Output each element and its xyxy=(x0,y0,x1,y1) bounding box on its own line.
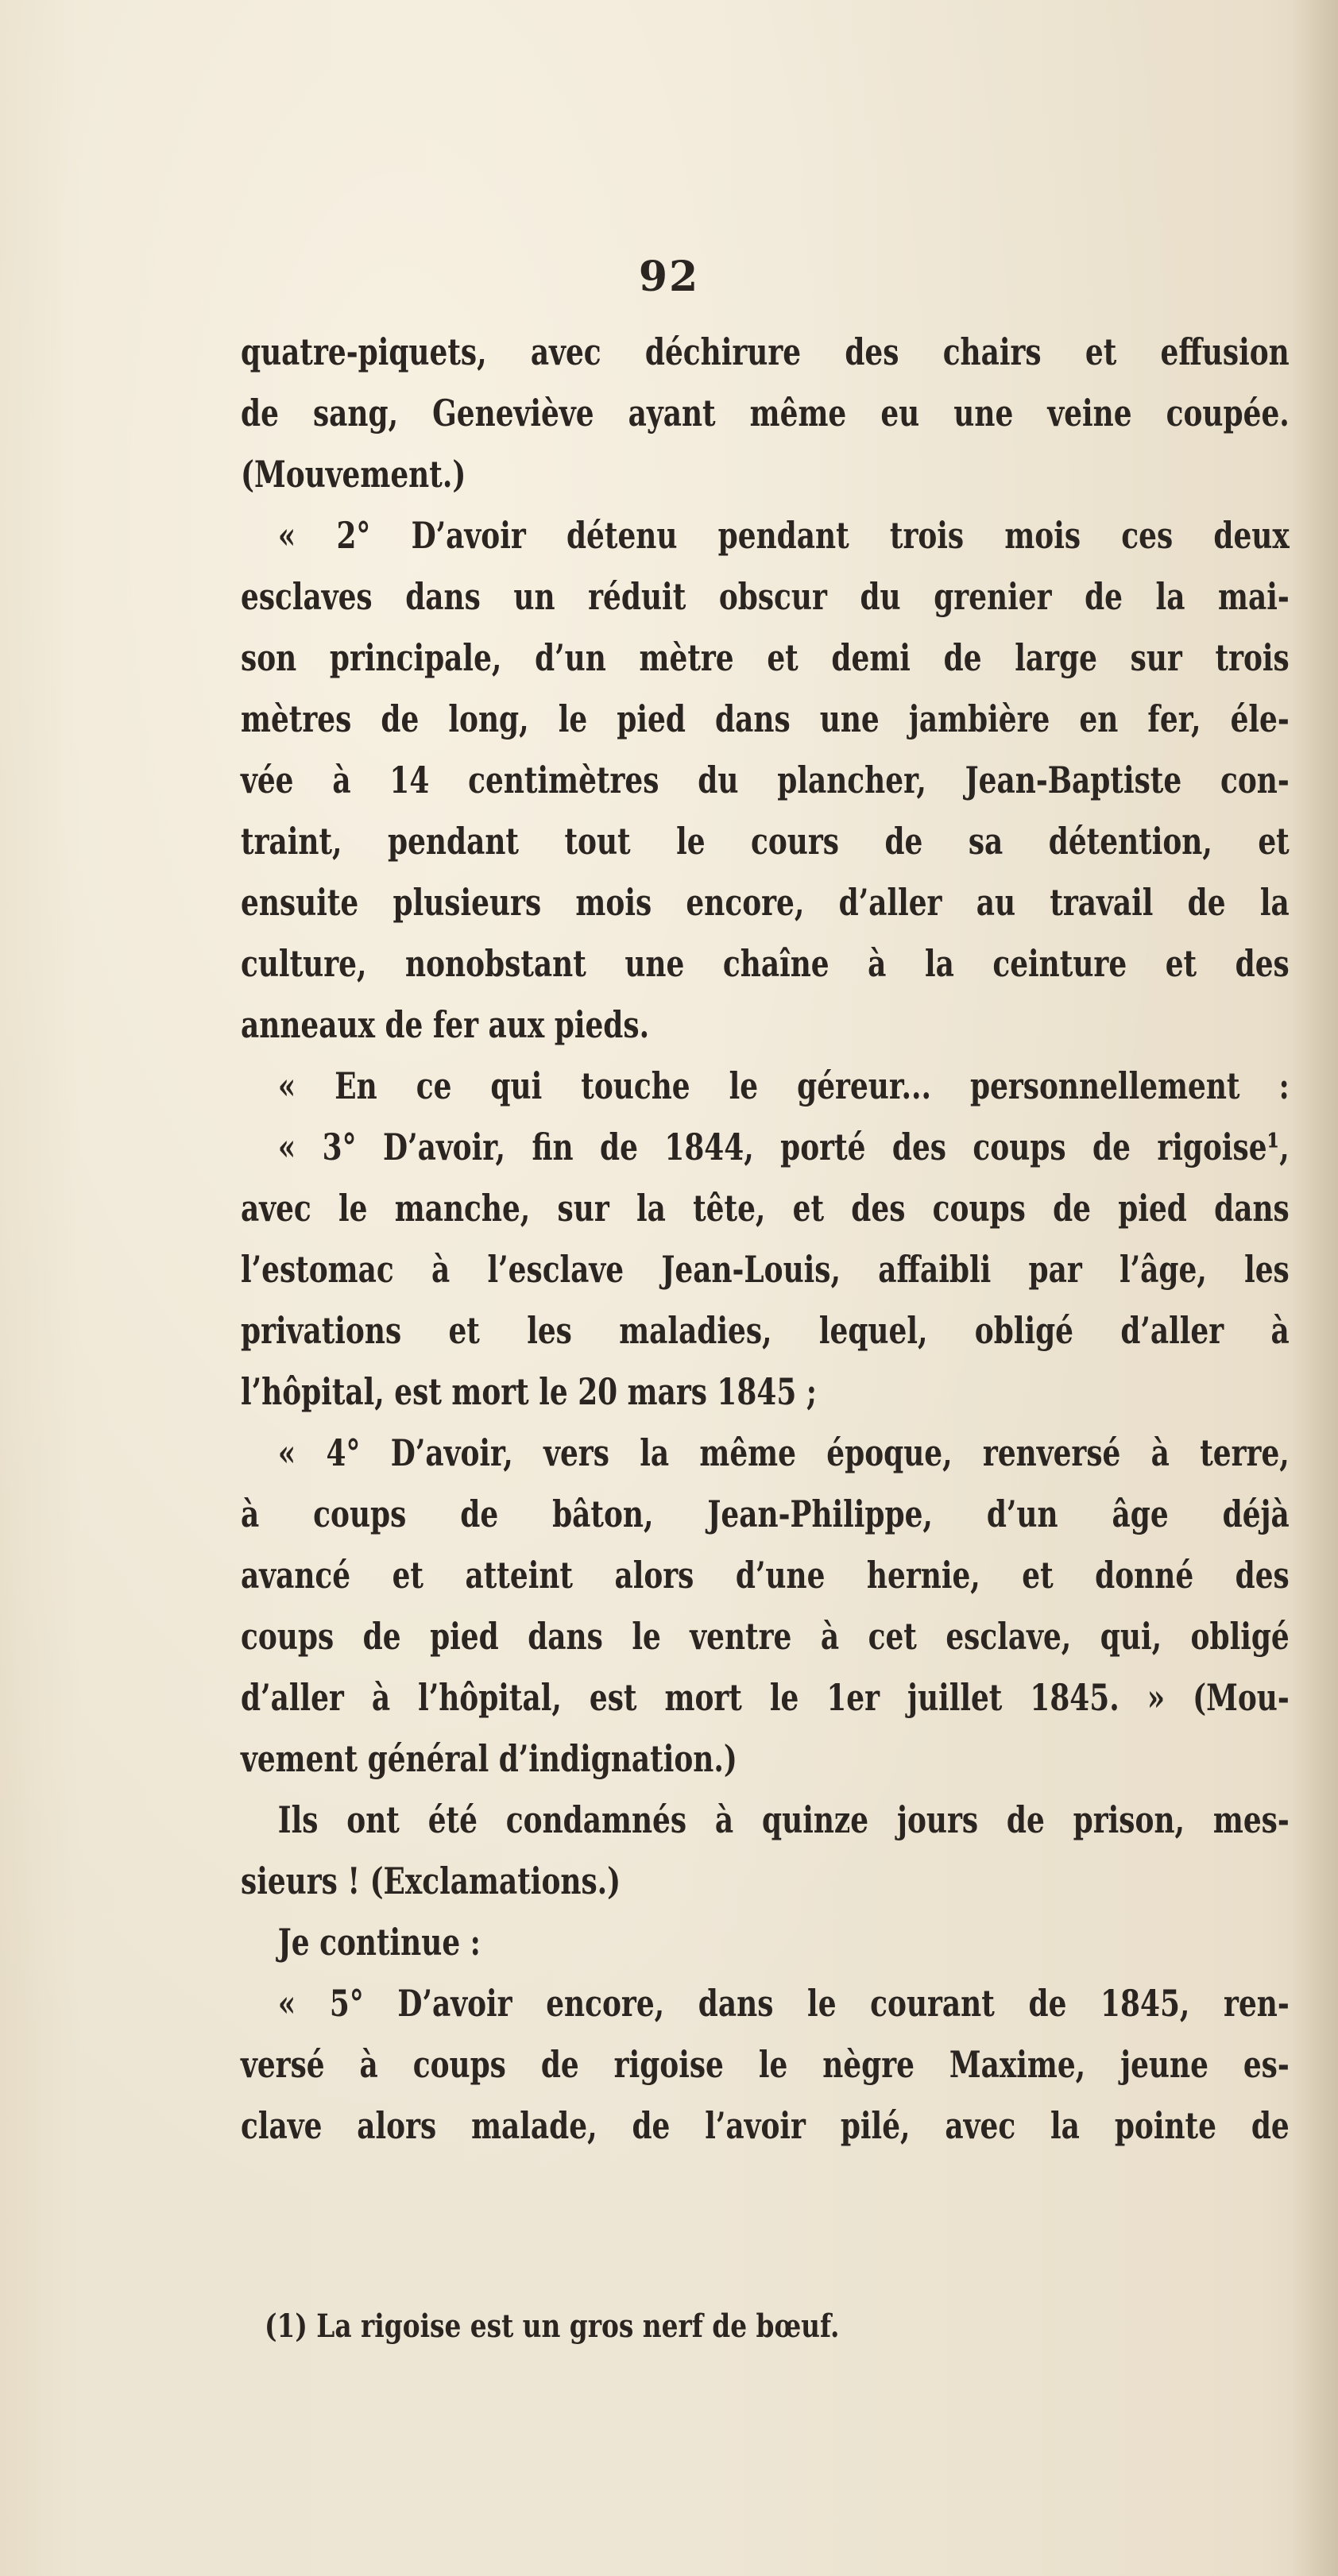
text-line: quatre-piquets, avec déchirure des chairs et effusion xyxy=(241,330,1290,373)
text-line: « 3° D’avoir, fin de 1844, porté des coups de rigoise¹, xyxy=(277,1126,1290,1168)
text-line: vement général d’indignation.) xyxy=(241,1737,737,1780)
text-line: sieurs ! (Exclamations.) xyxy=(241,1860,621,1902)
text-line: avancé et atteint alors d’une hernie, et donné des xyxy=(241,1554,1290,1597)
text-line: vée à 14 centimètres du plancher, Jean-Baptiste con- xyxy=(241,759,1290,801)
text-line: Ils ont été condamnés à quinze jours de prison, mes- xyxy=(277,1798,1290,1841)
text-line: avec le manche, sur la tête, et des coups de pied dans xyxy=(241,1187,1290,1230)
text-line: son principale, d’un mètre et demi de large sur trois xyxy=(241,636,1290,679)
text-line: culture, nonobstant une chaîne à la ceinture et des xyxy=(241,942,1290,985)
footnote: (1) La rigoise est un gros nerf de bœuf. xyxy=(265,2308,840,2345)
text-line: ensuite plusieurs mois encore, d’aller au travail de la xyxy=(241,881,1290,924)
page-number: 92 xyxy=(638,253,700,301)
text-line: versé à coups de rigoise le nègre Maxime, jeune es- xyxy=(241,2043,1290,2086)
text-line: l’hôpital, est mort le 20 mars 1845 ; xyxy=(241,1370,818,1413)
text-line: mètres de long, le pied dans une jambière en fer, éle- xyxy=(241,697,1290,740)
text-line: (Mouvement.) xyxy=(241,453,466,496)
text-line: « En ce qui touche le géreur... personnellement : xyxy=(277,1064,1290,1107)
text-line: privations et les maladies, lequel, obligé d’aller à xyxy=(241,1309,1290,1352)
spine-shadow xyxy=(1290,0,1338,2576)
text-line: anneaux de fer aux pieds. xyxy=(241,1003,650,1046)
text-line: l’estomac à l’esclave Jean-Louis, affaibli par l’âge, les xyxy=(241,1248,1290,1291)
text-line: de sang, Geneviève ayant même eu une veine coupée. xyxy=(241,392,1290,434)
text-line: coups de pied dans le ventre à cet esclave, qui, obligé xyxy=(241,1615,1290,1658)
text-line: clave alors malade, de l’avoir pilé, avec la pointe de xyxy=(241,2104,1290,2147)
body-text xyxy=(241,322,1290,2157)
text-line: « 4° D’avoir, vers la même époque, renversé à terre, xyxy=(277,1431,1290,1474)
text-line: traint, pendant tout le cours de sa détention, et xyxy=(241,820,1290,863)
text-line: à coups de bâton, Jean-Philippe, d’un âge déjà xyxy=(241,1493,1290,1535)
text-line: « 2° D’avoir détenu pendant trois mois ces deux xyxy=(277,514,1290,557)
text-line: esclaves dans un réduit obscur du grenier de la mai- xyxy=(241,575,1290,618)
text-line: « 5° D’avoir encore, dans le courant de 1845, ren- xyxy=(277,1982,1290,2025)
text-line: d’aller à l’hôpital, est mort le 1er juillet 1845. » (Mou- xyxy=(241,1676,1290,1719)
text-line: Je continue : xyxy=(277,1921,481,1964)
